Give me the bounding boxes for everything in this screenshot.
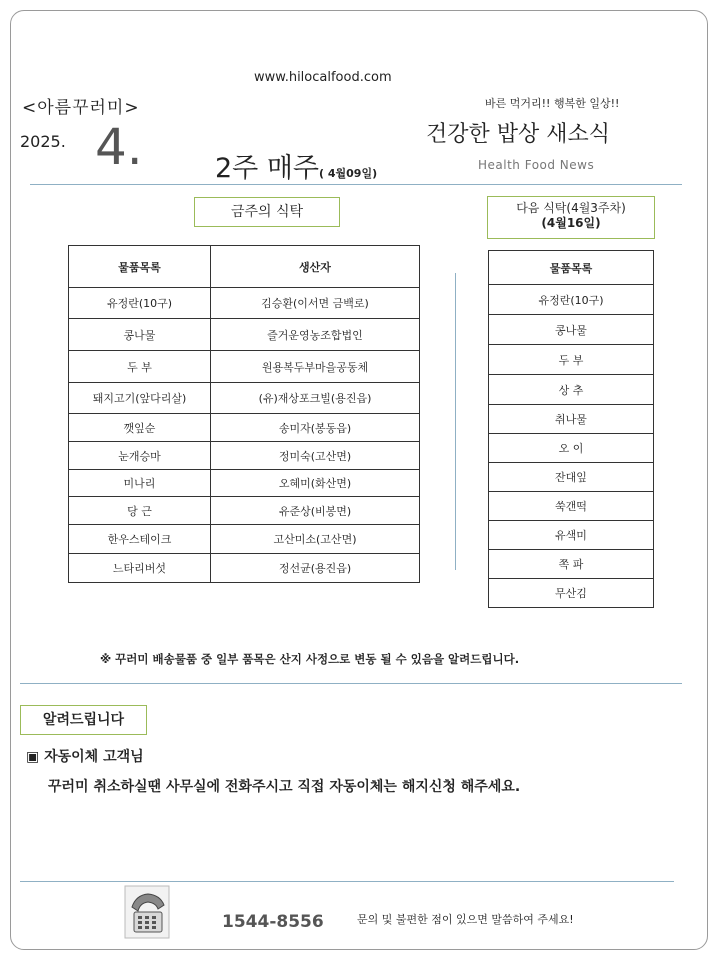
table-row: [489, 550, 654, 579]
table-row: [489, 492, 654, 521]
table-row: [69, 414, 420, 442]
item-cell: 유정란(10구): [69, 288, 211, 319]
footer-message: 문의 및 불편한 점이 있으면 말씀하여 주세요!: [357, 913, 574, 926]
column-header-item: 물품목록: [489, 251, 654, 285]
item-cell: 상 추: [489, 375, 654, 405]
producer-cell: 김승환(이서면 금백로): [211, 288, 420, 319]
issue-week-date: ( 4월09일): [319, 167, 378, 180]
issue-week-label: 2주 매주: [215, 153, 320, 184]
table-row: [489, 434, 654, 463]
producer-cell: 즐거운영농조합법인: [211, 319, 420, 351]
phone-number[interactable]: 1544-8556: [222, 912, 324, 932]
brand-name: <아름꾸러미>: [22, 98, 140, 118]
item-cell: 콩나물: [69, 319, 211, 351]
table-row: [69, 319, 420, 351]
issue-year: 2025.: [20, 132, 66, 151]
notice-divider: [20, 683, 682, 684]
this-week-label: 금주의 식탁: [194, 197, 340, 227]
next-week-table: [488, 250, 654, 608]
newsletter-title: 건강한 밥상 새소식: [426, 122, 611, 147]
table-row: [69, 288, 420, 319]
item-cell: 깻잎순: [69, 414, 211, 442]
producer-cell: 오혜미(화산면): [211, 470, 420, 497]
item-cell: 취나물: [489, 405, 654, 434]
issue-week: [215, 146, 377, 185]
telephone-icon: [124, 885, 170, 939]
item-cell: 한우스테이크: [69, 525, 211, 554]
column-divider: [455, 273, 456, 570]
item-cell: 잔대잎: [489, 463, 654, 492]
producer-cell: 정선균(용진읍): [211, 554, 420, 583]
producer-cell: 원용복두부마을공동체: [211, 351, 420, 383]
producer-cell: (유)재상포크빌(용진읍): [211, 383, 420, 414]
item-cell: 유색미: [489, 521, 654, 550]
item-cell: 두 부: [69, 351, 211, 383]
slogan: 바른 먹거리!! 행복한 일상!!: [485, 97, 620, 110]
item-cell: 눈개승마: [69, 442, 211, 470]
item-cell: 쪽 파: [489, 550, 654, 579]
footer-divider: [20, 881, 674, 882]
newsletter-subtitle: Health Food News: [478, 158, 595, 172]
issue-month: 4.: [95, 118, 143, 176]
table-row: [69, 383, 420, 414]
announcement-heading: ▣ 자동이체 고객님: [26, 749, 144, 765]
header-divider: [30, 184, 682, 185]
next-week-label-line1: 다음 식탁(4월3주차): [516, 201, 626, 215]
item-cell: 미나리: [69, 470, 211, 497]
item-cell: 느타리버섯: [69, 554, 211, 583]
item-cell: 돼지고기(앞다리살): [69, 383, 211, 414]
announcement-label: 알려드립니다: [20, 705, 147, 735]
table-row: [69, 554, 420, 583]
table-row: [489, 375, 654, 405]
table-row: [489, 579, 654, 608]
next-week-label: [487, 196, 655, 239]
producer-cell: 고산미소(고산면): [211, 525, 420, 554]
table-header-row: [489, 251, 654, 285]
table-row: [69, 351, 420, 383]
supply-notice: ※ 꾸러미 배송물품 중 일부 품목은 산지 사정으로 변동 될 수 있음을 알려드립니다.: [100, 652, 520, 666]
item-cell: 유정란(10구): [489, 285, 654, 315]
table-row: [69, 442, 420, 470]
next-week-label-line2: (4월16일): [541, 216, 601, 230]
item-cell: 쑥갠떡: [489, 492, 654, 521]
column-header-producer: 생산자: [211, 246, 420, 288]
table-row: [489, 285, 654, 315]
website-url[interactable]: www.hilocalfood.com: [254, 70, 392, 85]
item-cell: 오 이: [489, 434, 654, 463]
table-row: [489, 405, 654, 434]
producer-cell: 유준상(비봉면): [211, 497, 420, 525]
table-header-row: [69, 246, 420, 288]
item-cell: 당 근: [69, 497, 211, 525]
item-cell: 무산김: [489, 579, 654, 608]
this-week-table: [68, 245, 420, 583]
item-cell: 콩나물: [489, 315, 654, 345]
table-row: [489, 315, 654, 345]
producer-cell: 정미숙(고산면): [211, 442, 420, 470]
announcement-body: 꾸러미 취소하실땐 사무실에 전화주시고 직접 자동이체는 해지신청 해주세요.: [48, 779, 521, 795]
table-row: [69, 525, 420, 554]
table-row: [489, 345, 654, 375]
table-row: [489, 521, 654, 550]
producer-cell: 송미자(봉동읍): [211, 414, 420, 442]
column-header-item: 물품목록: [69, 246, 211, 288]
table-row: [489, 463, 654, 492]
item-cell: 두 부: [489, 345, 654, 375]
table-row: [69, 497, 420, 525]
table-row: [69, 470, 420, 497]
